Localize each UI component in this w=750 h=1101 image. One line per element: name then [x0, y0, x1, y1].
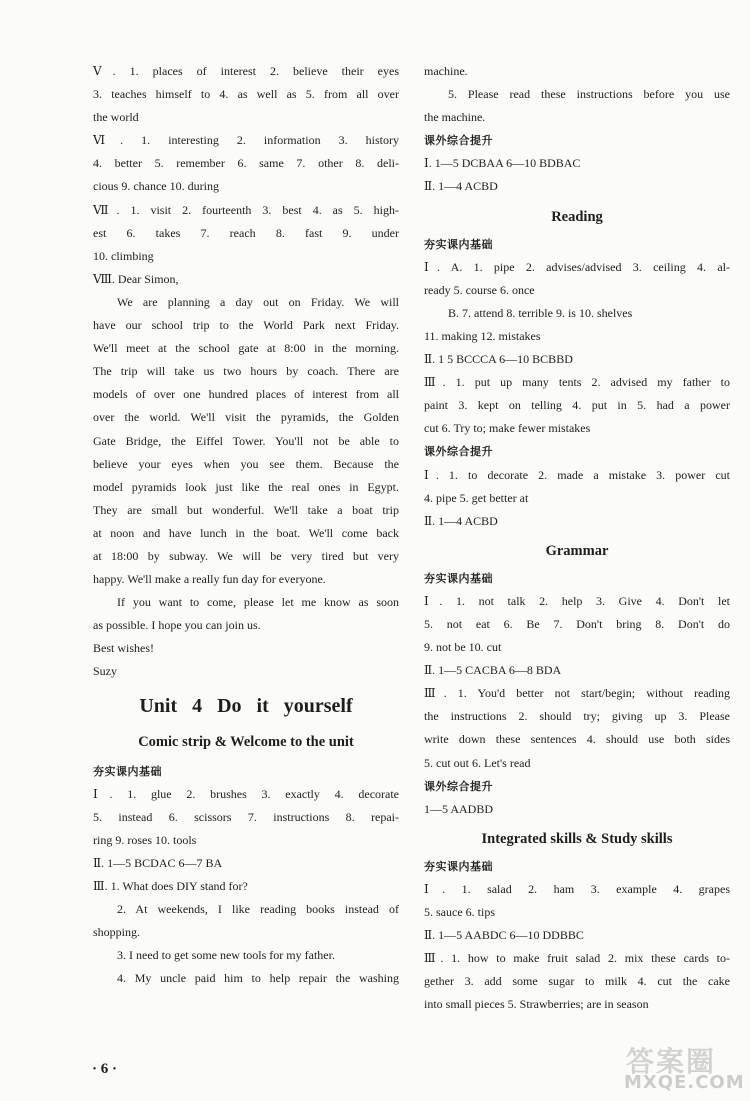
answer-line: paint 3. kept on telling 4. put in 5. had a power: [424, 398, 730, 413]
answer-line: Ⅲ. 1. You'd better not start/begin; without reading: [424, 686, 730, 701]
answer-line: 3. teaches himself to 4. as well as 5. from all over: [93, 87, 399, 102]
answer-line: Ⅰ. 1. to decorate 2. made a mistake 3. power cut: [424, 467, 730, 482]
answer-line: Ⅱ. 1—5 AABDC 6—10 DDBBC: [424, 928, 584, 943]
answer-line: Ⅰ. 1. not talk 2. help 3. Give 4. Don't let: [424, 593, 730, 608]
letter-line: at 18:00 by subway. We will be very tired but very: [93, 548, 399, 563]
answer-line: Ⅴ. 1. places of interest 2. believe their eyes: [93, 64, 399, 78]
answer-line: 5. instead 6. scissors 7. instructions 8. repai-: [93, 809, 399, 824]
letter-line: happy. We'll make a really fun day for everyone.: [93, 572, 326, 587]
answer-line: 4. better 5. remember 6. same 7. other 8. deli-: [93, 156, 399, 171]
section-title-comic: Comic strip & Welcome to the unit: [138, 733, 354, 750]
answer-line: 10. climbing: [93, 248, 154, 263]
answer-line: Ⅱ. 1—5 CACBA 6—8 BDA: [424, 663, 562, 678]
letter-line: If you want to come, please let me know as soon: [117, 595, 399, 610]
letter-line: model pyramids look just like the real ones in Egypt.: [93, 479, 399, 494]
answer-line: Ⅰ. A. 1. pipe 2. advises/advised 3. ceiling 4. al-: [424, 259, 730, 274]
left-column: [93, 60, 399, 990]
answer-line: 4. pipe 5. get better at: [424, 490, 529, 505]
answer-line: Ⅱ. 1—5 BCDAC 6—7 BA: [93, 855, 223, 870]
answer-line: 4. My uncle paid him to help repair the washing: [117, 971, 399, 986]
answer-line: machine.: [424, 64, 468, 78]
letter-line: at noon and have lunch in the boat. We'll come back: [93, 525, 399, 540]
letter-line: models of over one hundred places of interest from all: [93, 387, 399, 402]
letter-line: have our school trip to the World Park next Friday.: [93, 318, 399, 333]
section-label-basic: 夯实课内基础: [424, 859, 493, 873]
answer-line: Ⅰ. 1. glue 2. brushes 3. exactly 4. decorate: [93, 786, 399, 801]
page-number: · 6 ·: [92, 1061, 118, 1077]
letter-line: We'll meet at the school gate at 8:00 in the morning.: [93, 341, 399, 356]
section-label-extension: 课外综合提升: [424, 779, 493, 793]
section-label-basic: 夯实课内基础: [424, 571, 493, 585]
answer-line: Ⅱ. 1—4 ACBD: [424, 179, 498, 194]
answer-line: shopping.: [93, 925, 141, 940]
letter-signature: Suzy: [93, 664, 117, 679]
section-label-basic: 夯实课内基础: [93, 764, 162, 778]
answer-line: Ⅵ. 1. interesting 2. information 3. history: [93, 133, 399, 148]
answer-line: 3. I need to get some new tools for my father.: [117, 948, 335, 963]
answer-line: into small pieces 5. Strawberries; are in season: [424, 997, 649, 1012]
letter-closing: Best wishes!: [93, 641, 154, 656]
watermark-url: MXQE.COM: [624, 1072, 745, 1093]
answer-line: cious 9. chance 10. during: [93, 179, 219, 194]
letter-line: over the world. We'll visit the pyramids, the Golden: [93, 410, 399, 425]
answer-line: the machine.: [424, 110, 486, 125]
section-title-grammar: Grammar: [545, 542, 609, 559]
watermark-logo: [618, 1040, 745, 1096]
right-column: [424, 60, 730, 1016]
answer-line: gether 3. add some sugar to milk 4. cut the cake: [424, 974, 730, 989]
section-title-reading: Reading: [551, 208, 603, 225]
answer-line: cut 6. Try to; make fewer mistakes: [424, 421, 591, 436]
letter-line: The trip will take us two hours by coach. There are: [93, 364, 399, 379]
section-label-extension: 课外综合提升: [424, 134, 493, 148]
watermark-mark: 答案圈: [626, 1045, 717, 1078]
answer-line: 1—5 AADBD: [424, 801, 494, 816]
answer-line: 5. cut out 6. Let's read: [424, 755, 531, 770]
answer-line: 5. sauce 6. tips: [424, 905, 495, 919]
answer-line: Ⅲ. 1. how to make fruit salad 2. mix these cards to-: [424, 951, 730, 966]
letter-line: as possible. I hope you can join us.: [93, 618, 261, 633]
answer-line: the instructions 2. should try; giving up 3. Please: [424, 709, 730, 724]
answer-line: ring 9. roses 10. tools: [93, 832, 197, 847]
letter-line: They are small but wonderful. We'll take a boat trip: [93, 502, 399, 517]
unit-title: Unit 4 Do it yourself: [139, 694, 353, 717]
letter-line: Gate Bridge, the Eiffel Tower. You'll not be able to: [93, 433, 399, 448]
answer-line: Ⅷ. Dear Simon,: [93, 271, 179, 286]
answer-line: ready 5. course 6. once: [424, 282, 535, 297]
answer-line: 2. At weekends, I like reading books instead of: [117, 902, 399, 917]
section-label-extension: 课外综合提升: [424, 445, 493, 459]
answer-line: 9. not be 10. cut: [424, 640, 502, 655]
answer-line: the world: [93, 110, 139, 125]
section-label-basic: 夯实课内基础: [424, 237, 493, 251]
answer-line: 5. Please read these instructions before you use: [448, 87, 730, 102]
answer-line: Ⅶ. 1. visit 2. fourteenth 3. best 4. as 5. high-: [93, 202, 399, 217]
answer-line: Ⅲ. 1. What does DIY stand for?: [93, 879, 248, 893]
answer-line: B. 7. attend 8. terrible 9. is 10. shelves: [448, 305, 633, 320]
answer-line: write down these sentences 4. should use both sides: [424, 732, 730, 747]
answer-line: 11. making 12. mistakes: [424, 328, 541, 343]
section-title-integrated: Integrated skills & Study skills: [481, 830, 673, 847]
answer-line: Ⅰ. 1. salad 2. ham 3. example 4. grapes: [424, 881, 730, 896]
answer-line: est 6. takes 7. reach 8. fast 9. under: [93, 225, 399, 240]
letter-line: believe your eyes when you see them. Because the: [93, 456, 399, 471]
answer-line: Ⅱ. 1 5 BCCCA 6—10 BCBBD: [424, 352, 573, 367]
answer-line: Ⅰ. 1—5 DCBAA 6—10 BDBAC: [424, 156, 581, 171]
answer-line: Ⅲ. 1. put up many tents 2. advised my father to: [424, 375, 730, 390]
answer-line: 5. not eat 6. Be 7. Don't bring 8. Don't do: [424, 616, 730, 631]
answer-line: Ⅱ. 1—4 ACBD: [424, 513, 498, 528]
letter-line: We are planning a day out on Friday. We will: [117, 294, 399, 309]
